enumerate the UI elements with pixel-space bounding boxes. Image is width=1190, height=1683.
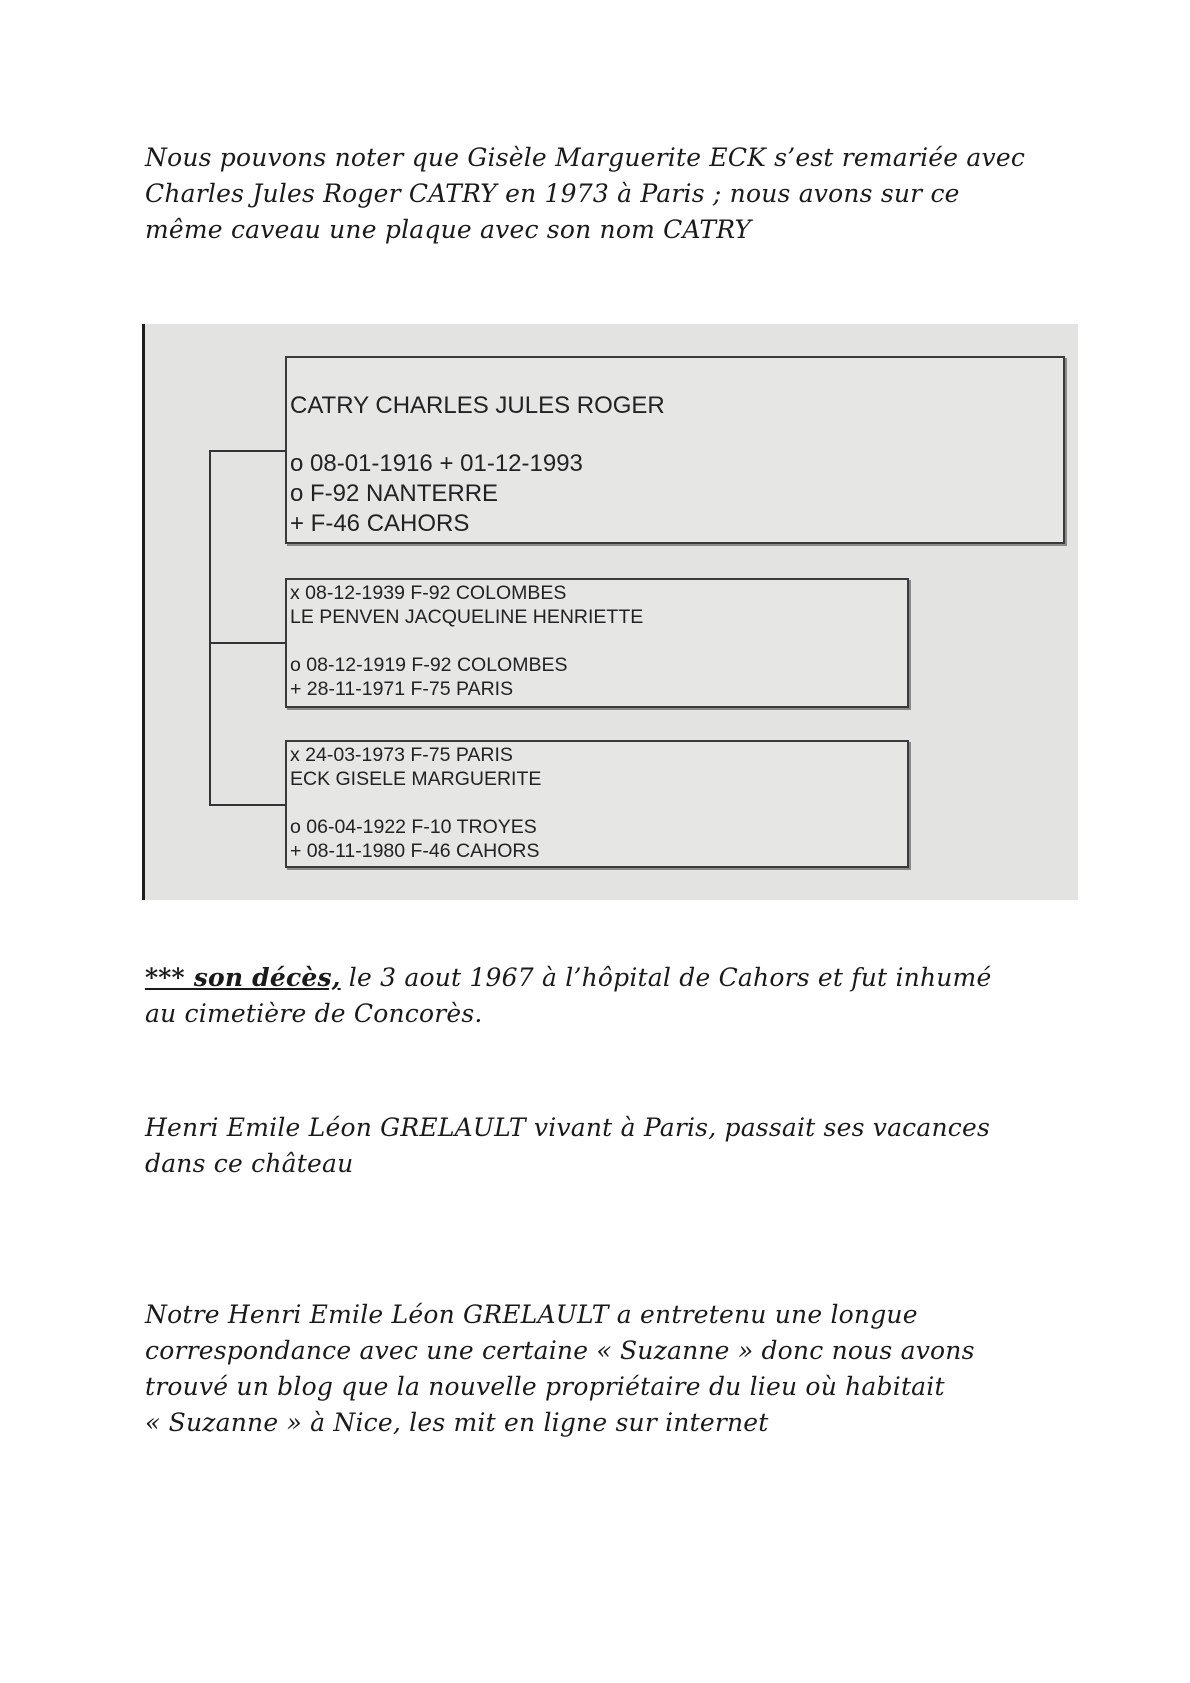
tree-connector (209, 642, 285, 644)
text-line: Notre Henri Emile Léon GRELAULT a entretenu une longue (145, 1300, 918, 1329)
text-line: même caveau une plaque avec son nom CATRY (145, 215, 752, 244)
person-birthplace: o F-92 NANTERRE (290, 480, 499, 507)
text-line: trouvé un blog que la nouvelle propriétaire du lieu où habitait (145, 1372, 945, 1401)
tree-connector (209, 450, 285, 452)
text-line: Nous pouvons noter que Gisèle Marguerite ECK s’est remariée avec (145, 143, 1026, 172)
paragraph-remarriage (145, 140, 1045, 248)
person-box-main (285, 356, 1065, 544)
text-line: Charles Jules Roger CATRY en 1973 à Paris ; nous avons sur ce (145, 179, 960, 208)
death-text: le 3 aout 1967 à l’hôpital de Cahors et fut inhumé (340, 963, 992, 992)
text-line (145, 960, 1045, 996)
tree-connector (209, 804, 285, 806)
person-deathplace: + F-46 CAHORS (290, 510, 470, 537)
spouse-birth: o 06-04-1922 F-10 TROYES (290, 816, 537, 838)
spouse-death: + 08-11-1980 F-46 CAHORS (290, 840, 540, 862)
death-heading: *** son décès, (145, 963, 341, 992)
spouse-birth: o 08-12-1919 F-92 COLOMBES (290, 654, 568, 676)
spouse-box-2 (285, 740, 909, 868)
spouse-name: ECK GISELE MARGUERITE (290, 768, 542, 790)
spouse-box-1 (285, 578, 909, 708)
paragraph-vacation (145, 1110, 1045, 1182)
person-name: CATRY CHARLES JULES ROGER (290, 392, 665, 419)
text-line: « Suzanne » à Nice, les mit en ligne sur internet (145, 1408, 769, 1437)
text-line: dans ce château (145, 1149, 354, 1178)
marriage-info: x 24-03-1973 F-75 PARIS (290, 744, 513, 766)
paragraph-correspondence (145, 1297, 1045, 1441)
text-line: Henri Emile Léon GRELAULT vivant à Paris, passait ses vacances (145, 1113, 991, 1142)
genealogy-figure (142, 324, 1078, 900)
marriage-info: x 08-12-1939 F-92 COLOMBES (290, 582, 567, 604)
paragraph-death (145, 960, 1045, 1032)
text-line: au cimetière de Concorès. (145, 999, 483, 1028)
tree-connector (209, 450, 211, 806)
text-line: correspondance avec une certaine « Suzanne » donc nous avons (145, 1336, 975, 1365)
person-dates: o 08-01-1916 + 01-12-1993 (290, 450, 583, 477)
spouse-death: + 28-11-1971 F-75 PARIS (290, 678, 514, 700)
spouse-name: LE PENVEN JACQUELINE HENRIETTE (290, 606, 644, 628)
